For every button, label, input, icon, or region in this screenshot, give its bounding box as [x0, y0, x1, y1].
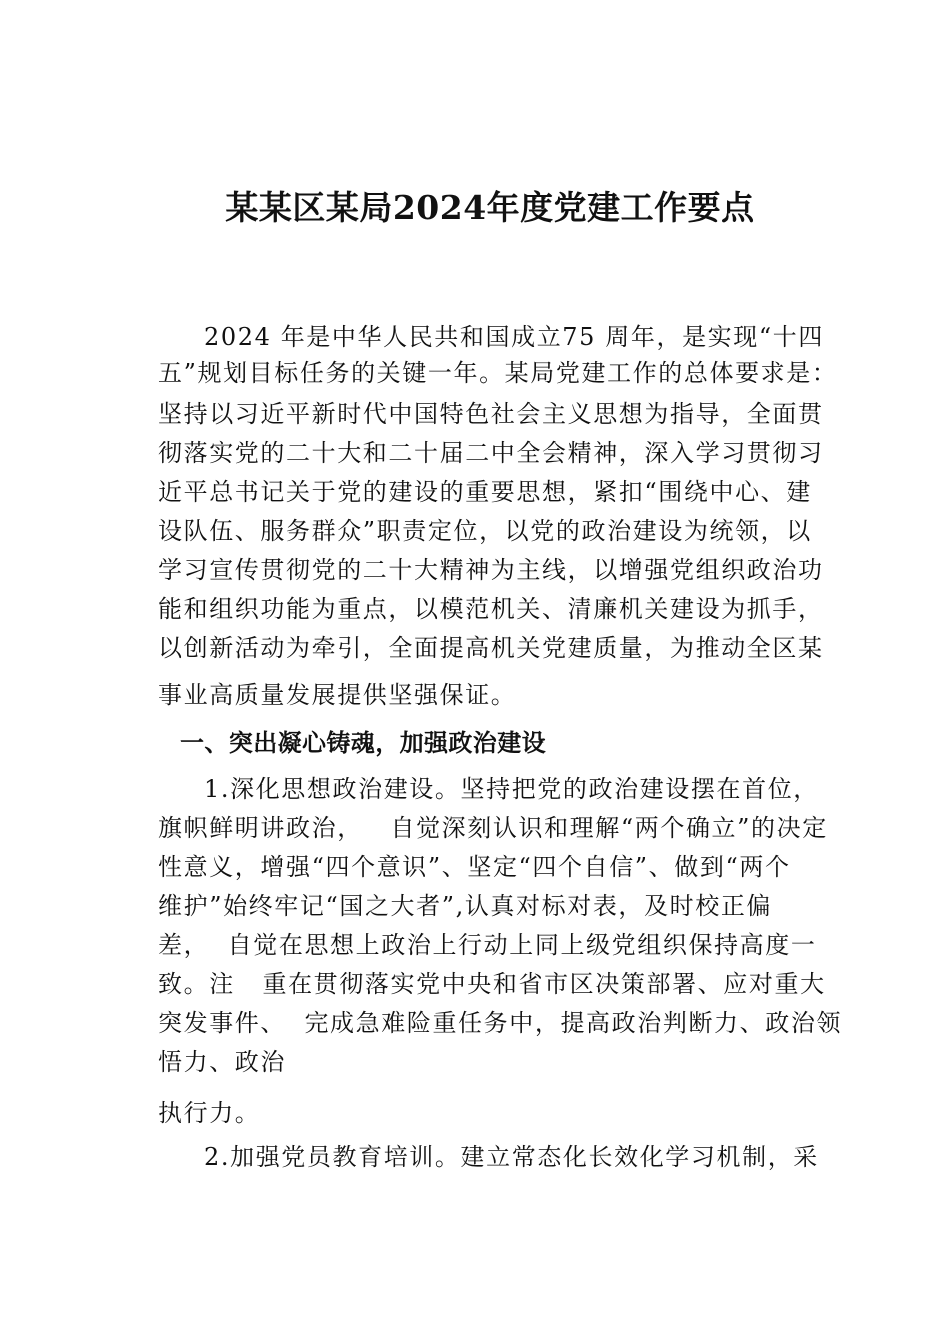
- item1-line: 维护”始终牢记“国之大者”,认真对标对表，及时校正偏: [158, 892, 773, 920]
- intro-line: 坚持以习近平新时代中国特色社会主义思想为指导，全面贯: [158, 400, 824, 428]
- item1-line: 悟力、政治: [158, 1048, 286, 1076]
- item1-line: 差， 自觉在思想上政治上行动上同上级党组织保持高度一: [158, 931, 817, 959]
- intro-line: 2024 年是中华人民共和国成立75 周年，是实现“十四: [204, 323, 824, 351]
- item1-line: 性意义，增强“四个意识”、坚定“四个自信”、做到“两个: [158, 853, 791, 881]
- document-title: 某某区某局2024年度党建工作要点: [225, 188, 755, 227]
- item1-line: 执行力。: [158, 1099, 261, 1127]
- item1-line: 致。注 重在贯彻落实党中央和省市区决策部署、应对重大: [158, 970, 826, 998]
- item1-line: 旗帜鲜明讲政治， 自觉深刻认识和理解“两个确立”的决定: [158, 814, 828, 842]
- intro-line: 学习宣传贯彻党的二十大精神为主线，以增强党组织政治功: [158, 556, 824, 584]
- intro-line: 事业高质量发展提供坚强保证。: [158, 681, 517, 709]
- intro-line: 能和组织功能为重点，以模范机关、清廉机关建设为抓手，: [158, 595, 824, 623]
- section-heading: 一、突出凝心铸魂，加强政治建设: [180, 729, 546, 757]
- item1-line: 1.深化思想政治建设。坚持把党的政治建设摆在首位，: [204, 775, 819, 803]
- item2-line: 2.加强党员教育培训。建立常态化长效化学习机制，采: [204, 1143, 819, 1171]
- intro-line: 彻落实党的二十大和二十届二中全会精神，深入学习贯彻习: [158, 439, 824, 467]
- intro-line: 近平总书记关于党的建设的重要思想，紧扣“围绕中心、建: [158, 478, 812, 506]
- intro-line: 设队伍、服务群众”职责定位，以党的政治建设为统领，以: [158, 517, 812, 545]
- intro-line: 五”规划目标任务的关键一年。某局党建工作的总体要求是：: [158, 359, 838, 387]
- item1-line: 突发事件、 完成急难险重任务中，提高政治判断力、政治领: [158, 1009, 843, 1037]
- intro-line: 以创新活动为牵引，全面提高机关党建质量，为推动全区某: [158, 634, 824, 662]
